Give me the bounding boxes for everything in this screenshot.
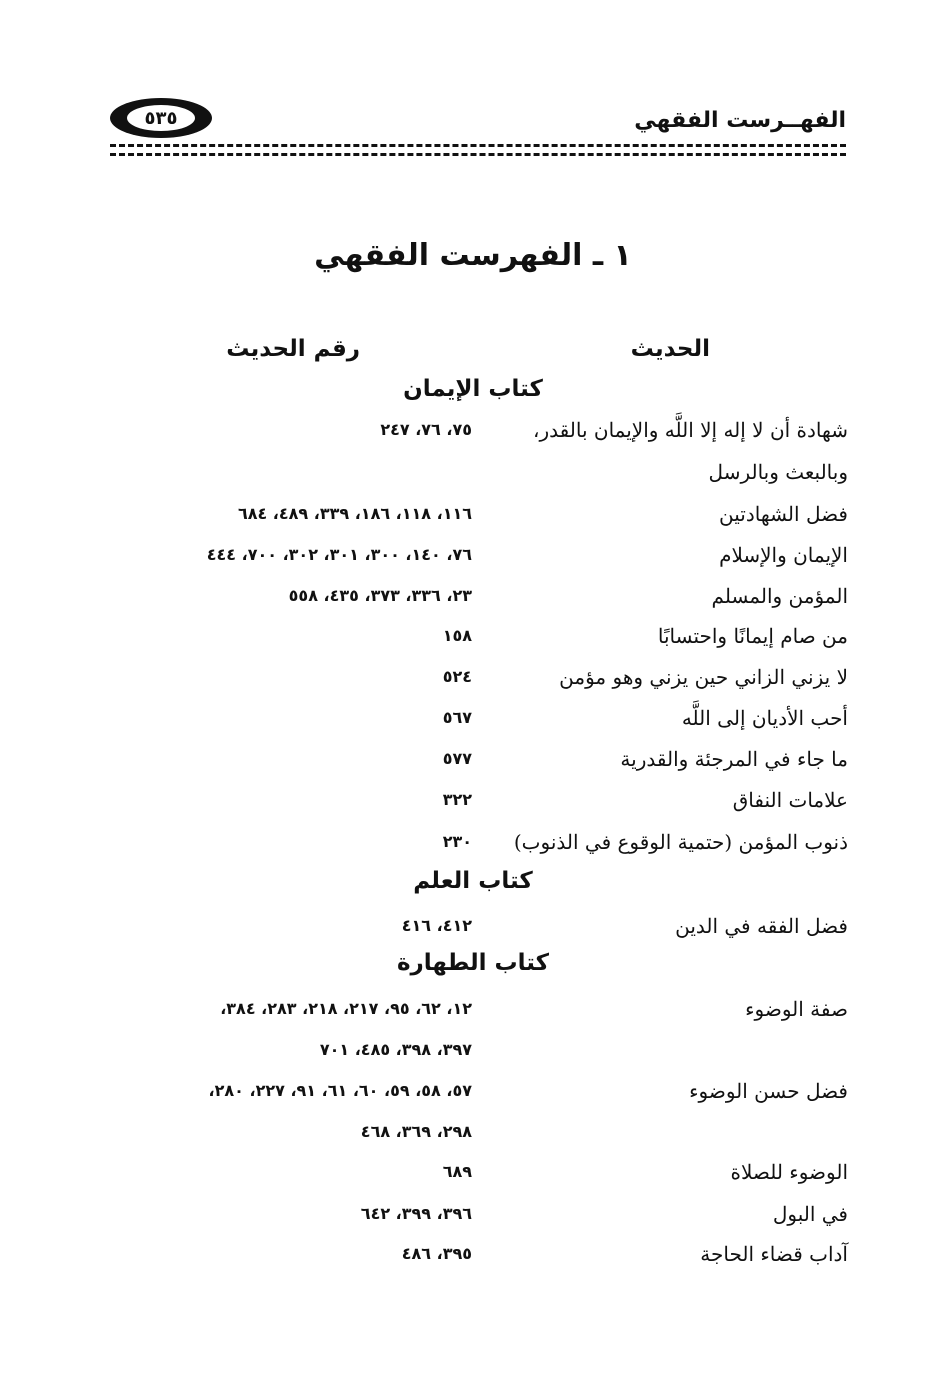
- hadith-numbers: ٣٩٥، ٤٨٦: [401, 1244, 472, 1263]
- index-row: [0, 624, 946, 664]
- index-row: [0, 747, 946, 787]
- section-heading: كتاب الطهارة: [396, 950, 550, 976]
- hadith-numbers: ٧٥، ٧٦، ٢٤٧: [380, 420, 472, 439]
- hadith-numbers: ٢٩٨، ٣٦٩، ٤٦٨: [360, 1122, 472, 1141]
- topic-text: علامات النفاق: [732, 788, 848, 812]
- index-row: [0, 1038, 946, 1078]
- topic-text: فضل الشهادتين: [719, 502, 848, 526]
- hadith-numbers: ١١٦، ١١٨، ١٨٦، ٣٣٩، ٤٨٩، ٦٨٤: [237, 504, 472, 523]
- topic-text: ما جاء في المرجئة والقدرية: [620, 747, 848, 771]
- topic-text: لا يزني الزاني حين يزني وهو مؤمن: [559, 665, 848, 689]
- topic-text: المؤمن والمسلم: [711, 584, 848, 608]
- hadith-numbers: ١٢، ٦٢، ٩٥، ٢١٧، ٢١٨، ٢٨٣، ٣٨٤،: [220, 999, 472, 1018]
- header-rule-bottom: [110, 153, 846, 156]
- index-row: [0, 460, 946, 500]
- index-row: [0, 788, 946, 828]
- topic-text: آداب قضاء الحاجة: [700, 1242, 848, 1266]
- index-row: [0, 418, 946, 458]
- index-row: [0, 1160, 946, 1200]
- index-row: [0, 706, 946, 746]
- topic-text: الإيمان والإسلام: [719, 543, 848, 567]
- index-row: [0, 1120, 946, 1160]
- index-row: [0, 1242, 946, 1282]
- index-row: [0, 914, 946, 954]
- index-row: [0, 665, 946, 705]
- index-row: [0, 1202, 946, 1242]
- topic-text: وبالبعث وبالرسل: [708, 460, 848, 484]
- index-row: [0, 543, 946, 583]
- topic-text: شهادة أن لا إله إلا اللَّه والإيمان بالقدر،: [533, 418, 848, 442]
- hadith-numbers: ٦٨٩: [442, 1162, 472, 1181]
- running-title: الفهــرست الفقهي: [634, 108, 846, 133]
- hadith-numbers: ٢٣٠: [442, 832, 472, 851]
- hadith-numbers: ٣٩٦، ٣٩٩، ٦٤٢: [360, 1204, 472, 1223]
- hadith-numbers: ٥٢٤: [442, 667, 472, 686]
- index-row: [0, 997, 946, 1037]
- hadith-numbers: ٥٦٧: [442, 708, 472, 727]
- header-rule-top: [110, 144, 846, 147]
- hadith-numbers: ٥٧، ٥٨، ٥٩، ٦٠، ٦١، ٩١، ٢٢٧، ٢٨٠،: [208, 1081, 472, 1100]
- topic-text: أحب الأديان إلى اللَّه: [681, 706, 848, 730]
- topic-text: صفة الوضوء: [745, 997, 848, 1021]
- page-number: ٥٣٥: [127, 105, 195, 131]
- index-row: [0, 1079, 946, 1119]
- index-row: [0, 502, 946, 542]
- topic-text: فضل الفقه في الدين: [675, 914, 848, 938]
- page-title: ١ ـ الفهرست الفقهي: [314, 238, 632, 273]
- section-heading: كتاب العلم: [413, 868, 533, 894]
- topic-text: ذنوب المؤمن (حتمية الوقوع في الذنوب): [513, 830, 848, 854]
- column-header-number: رقم الحديث: [226, 336, 360, 362]
- topic-text: في البول: [772, 1202, 848, 1226]
- hadith-numbers: ٤١٢، ٤١٦: [401, 916, 472, 935]
- hadith-numbers: ٣٩٧، ٣٩٨، ٤٨٥، ٧٠١: [319, 1040, 472, 1059]
- hadith-numbers: ١٥٨: [442, 626, 472, 645]
- column-header-hadith: الحديث: [630, 336, 710, 362]
- page-header: [110, 98, 846, 150]
- hadith-numbers: ٢٣، ٣٣٦، ٣٧٣، ٤٣٥، ٥٥٨: [288, 586, 472, 605]
- index-row: [0, 584, 946, 624]
- topic-text: من صام إيمانًا واحتسابًا: [657, 624, 848, 648]
- topic-text: فضل حسن الوضوء: [689, 1079, 848, 1103]
- index-row: [0, 830, 946, 870]
- page-number-badge: [110, 98, 212, 138]
- topic-text: الوضوء للصلاة: [730, 1160, 848, 1184]
- hadith-numbers: ٣٢٢: [442, 790, 472, 809]
- hadith-numbers: ٥٧٧: [442, 749, 472, 768]
- hadith-numbers: ٧٦، ١٤٠، ٣٠٠، ٣٠١، ٣٠٢، ٧٠٠، ٤٤٤: [206, 545, 472, 564]
- section-heading: كتاب الإيمان: [403, 376, 543, 402]
